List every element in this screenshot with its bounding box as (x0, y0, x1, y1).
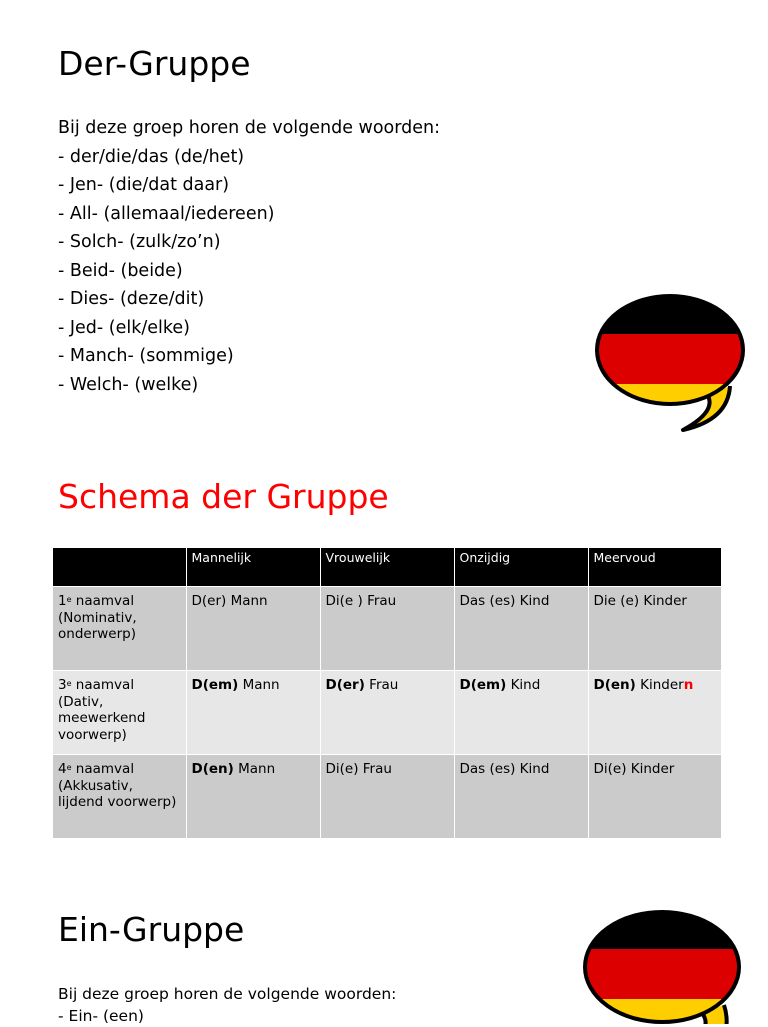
list-item: - Beid- (beide) (58, 260, 183, 281)
table-row (53, 755, 721, 839)
column-header-onzijdig: Onzijdig (454, 548, 588, 587)
cell-text: Kind (506, 677, 541, 693)
list-item: - Solch- (zulk/zo’n) (58, 232, 221, 252)
cell-text: Die (e) Kinder (593, 593, 687, 609)
schema-table (53, 548, 721, 838)
cell-text: Mann (238, 677, 280, 693)
column-header (53, 548, 186, 587)
case-number: 3 (58, 677, 67, 693)
cell-text: Das (es) Kind (459, 761, 550, 777)
case-cell (53, 671, 186, 755)
table-row (53, 587, 721, 671)
table-cell (454, 755, 588, 839)
cell-bold: D(er) (325, 677, 365, 693)
case-label: naamval (Dativ, meewerkend voorwerp) (58, 677, 146, 743)
table-cell (320, 671, 454, 755)
cell-text: Di(e) Frau (325, 761, 392, 777)
list-item: - Ein- (een) (58, 1007, 144, 1025)
table-header-row (53, 548, 721, 587)
case-ordinal: e (66, 763, 72, 772)
table-cell (186, 587, 320, 671)
case-number: 1 (58, 593, 67, 609)
schema-title: Schema der Gruppe (58, 477, 389, 516)
der-gruppe-list (58, 114, 440, 399)
german-flag-speech-bubble-icon (578, 905, 748, 1024)
cell-text: D(er) Mann (191, 593, 268, 609)
ein-gruppe-intro: Bij deze groep horen de volgende woorden: (58, 985, 397, 1003)
list-item: - der/die/das (de/het) (58, 146, 245, 167)
cell-text: Kinder (635, 677, 684, 693)
table-cell (320, 587, 454, 671)
list-item: - Jed- (elk/elke) (58, 317, 191, 338)
list-item: - Jen- (die/dat daar) (58, 175, 230, 195)
column-header-vrouwelijk: Vrouwelijk (320, 548, 454, 587)
table-cell (588, 755, 721, 839)
der-gruppe-intro: Bij deze groep horen de volgende woorden: (58, 118, 441, 138)
list-item: - Manch- (sommige) (58, 346, 234, 366)
cell-bold: D(em) (191, 677, 239, 693)
table-cell (588, 671, 721, 755)
cell-text: Das (es) Kind (459, 593, 550, 609)
table-cell (320, 755, 454, 839)
list-item: - Welch- (welke) (58, 374, 199, 395)
ein-gruppe-list (58, 983, 396, 1027)
case-label: naamval (Akkusativ, lijdend voorwerp) (58, 761, 177, 810)
ein-gruppe-title: Ein-Gruppe (58, 910, 245, 949)
table-cell (588, 587, 721, 671)
cell-text: Mann (233, 761, 276, 777)
table-cell (186, 671, 320, 755)
cell-text: Di(e ) Frau (325, 593, 397, 609)
case-cell (53, 755, 186, 839)
german-flag-speech-bubble-icon (590, 292, 752, 438)
cell-text: Frau (364, 677, 399, 693)
list-item: - All- (allemaal/iedereen) (58, 203, 275, 224)
table-cell (186, 755, 320, 839)
case-ordinal: e (66, 679, 72, 688)
case-ordinal: e (66, 595, 72, 604)
table-cell (454, 587, 588, 671)
der-gruppe-title: Der-Gruppe (58, 44, 251, 83)
cell-text: Di(e) Kinder (593, 761, 675, 777)
case-cell (53, 587, 186, 671)
case-number: 4 (58, 761, 67, 777)
column-header-mannelijk: Mannelijk (186, 548, 320, 587)
table-row (53, 671, 721, 755)
table-cell (454, 671, 588, 755)
cell-red: n (683, 677, 694, 693)
column-header-meervoud: Meervoud (588, 548, 721, 587)
list-item: - Dies- (deze/dit) (58, 289, 205, 309)
cell-bold: D(em) (459, 677, 507, 693)
case-label: naamval (Nominativ, onderwerp) (58, 593, 137, 642)
cell-bold: D(en) (593, 677, 636, 693)
cell-bold: D(en) (191, 761, 234, 777)
